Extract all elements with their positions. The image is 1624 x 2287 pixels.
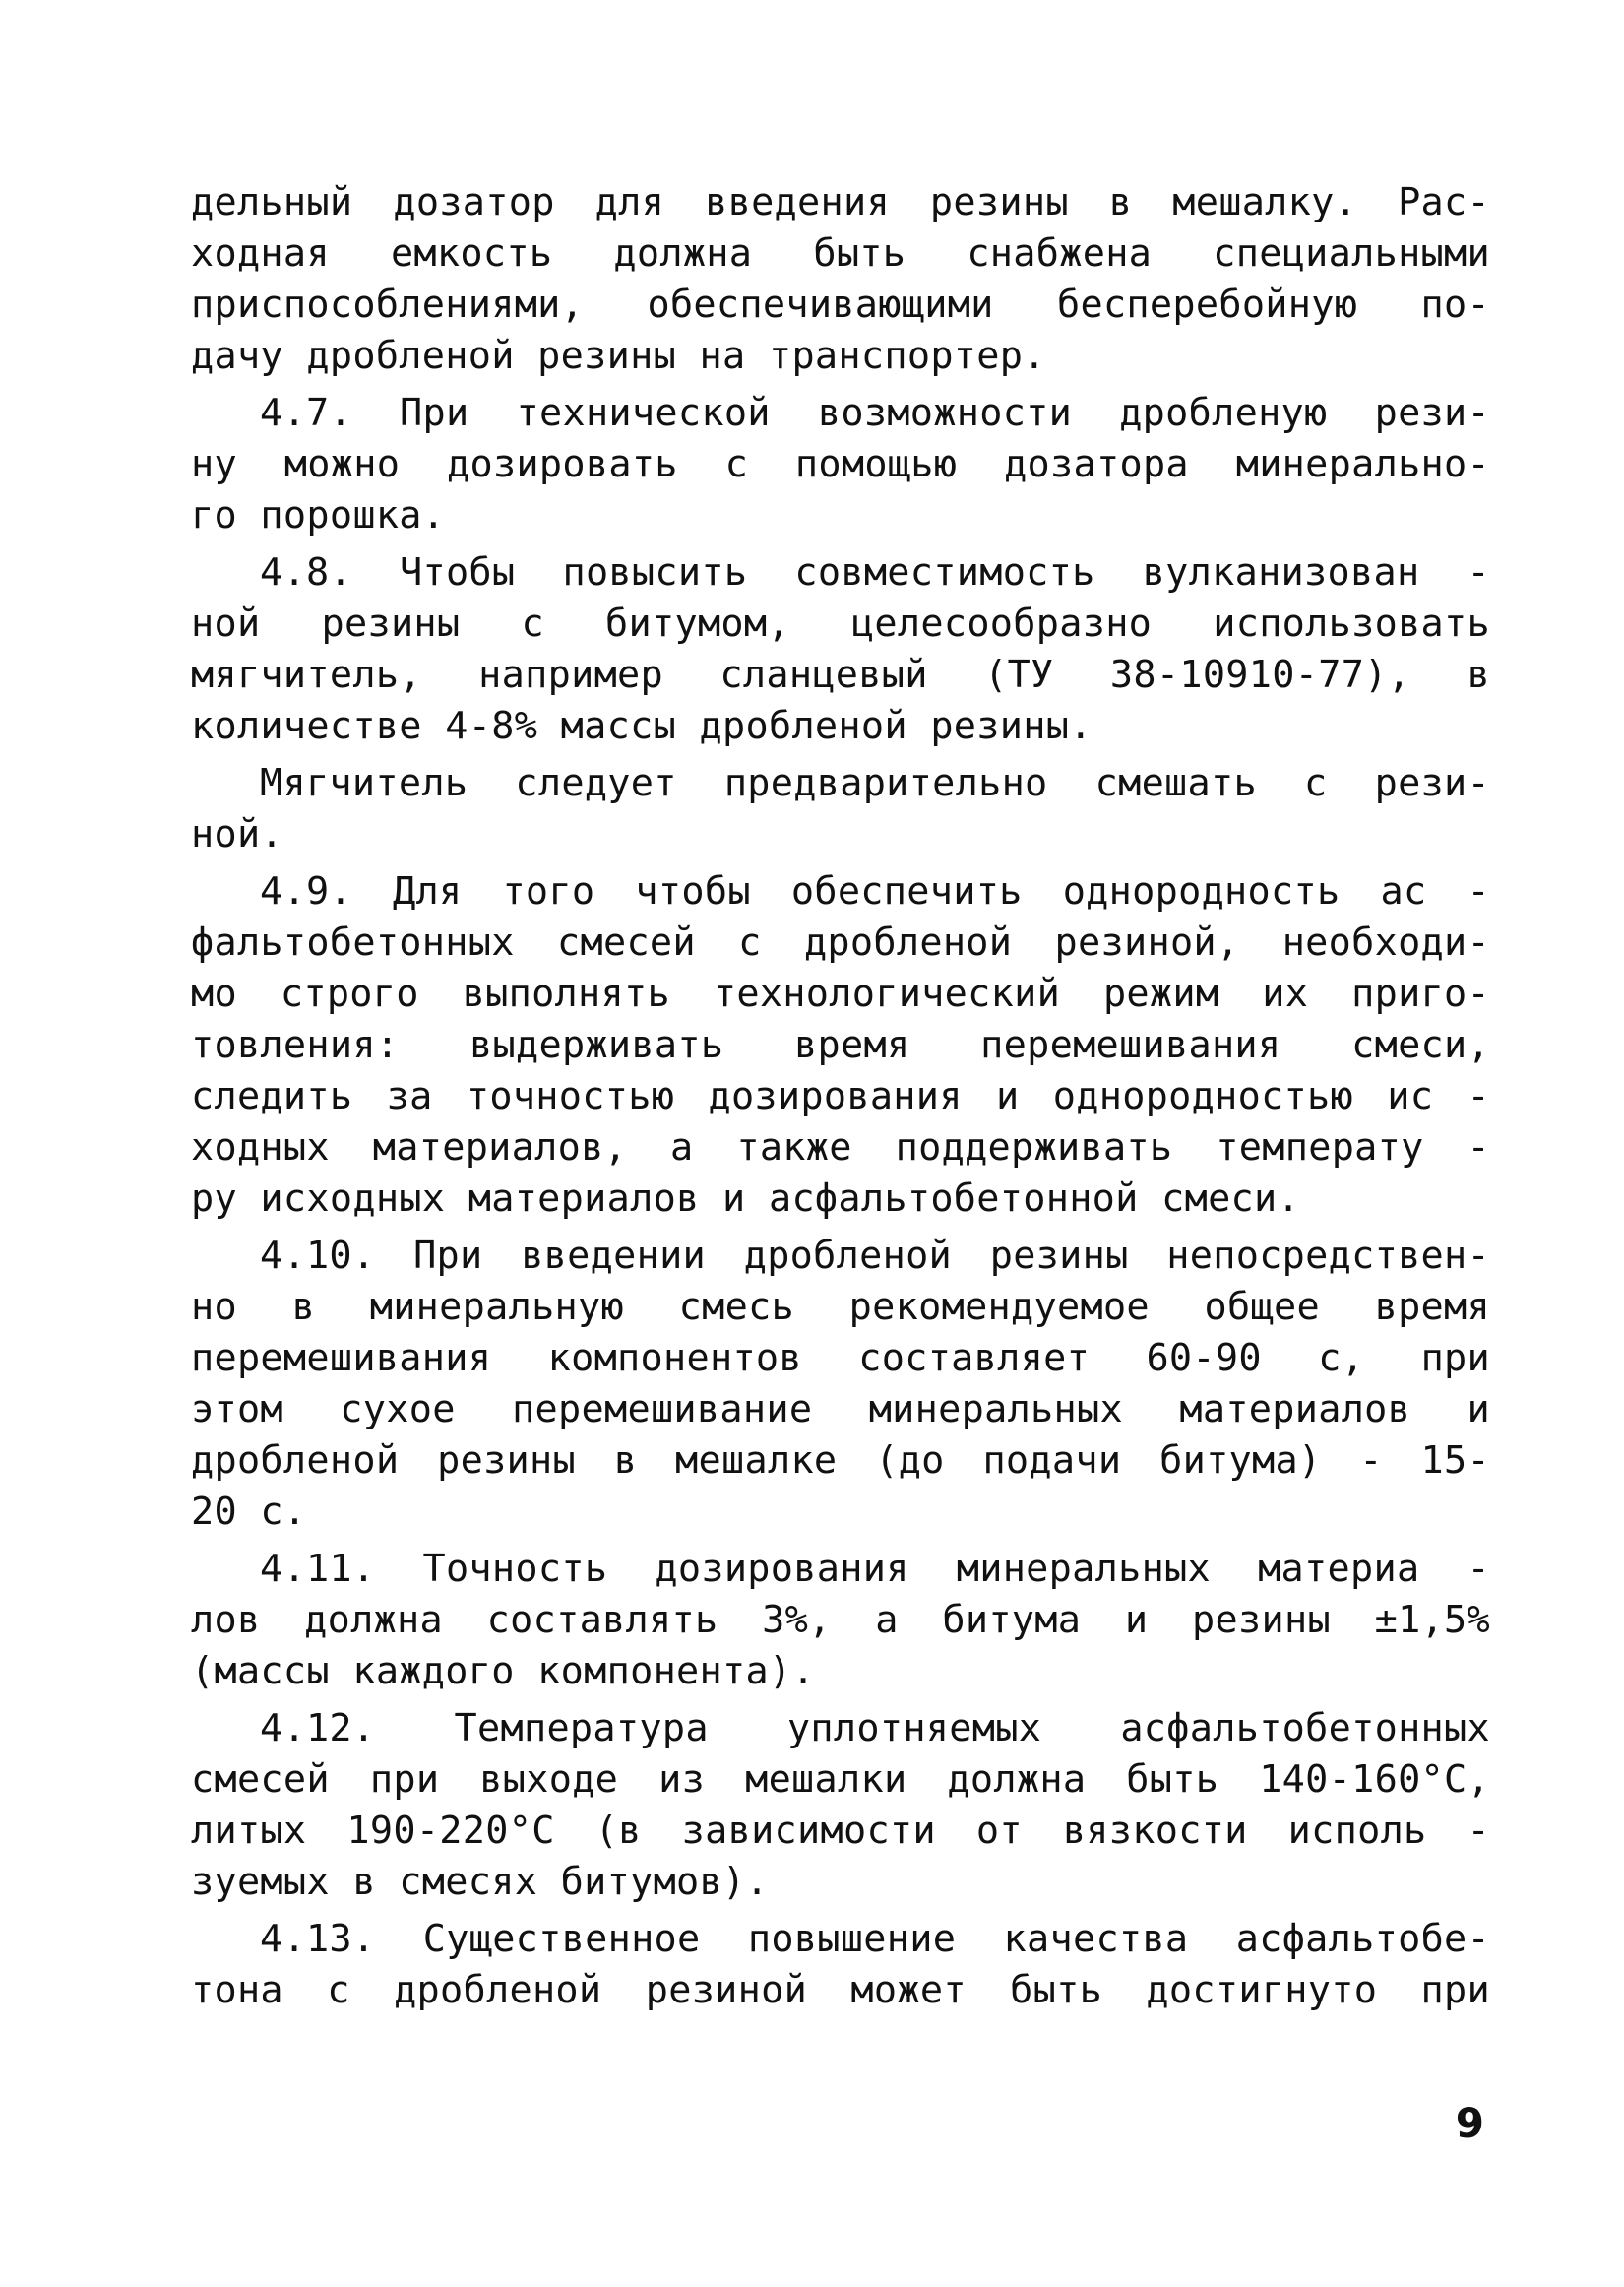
text-line: (массы каждого компонента). (191, 1649, 815, 1693)
text-line: следить за точностью дозирования и однородностью ис - (191, 1074, 1490, 1118)
text-line: приспособлениями, обеспечивающими бесперебойную по- (191, 283, 1490, 327)
paragraph-4-11 (191, 1544, 1490, 1697)
text-line: но в минеральную смесь рекомендуемое общее время (191, 1285, 1490, 1329)
text-line: 4.7. При технической возможности дробленую рези- (260, 391, 1490, 435)
text-line: 4.10. При введении дробленой резины непосредствен- (260, 1234, 1490, 1278)
paragraph-4-7 (191, 388, 1490, 541)
text-line: го порошка. (191, 493, 446, 538)
text-line: ру исходных материалов и асфальтобетонной смеси. (191, 1176, 1300, 1221)
text-line: 4.13. Существенное повышение качества асфальтобе- (260, 1917, 1490, 1961)
text-line: мо строго выполнять технологический режим их приго- (191, 972, 1490, 1016)
text-line: 4.11. Точность дозирования минеральных материа - (260, 1547, 1490, 1591)
text-line: ходная емкость должна быть снабжена специальными (191, 231, 1490, 276)
text-line: товления: выдерживать время перемешивания смеси, (191, 1023, 1490, 1067)
text-line: дробленой резины в мешалке (до подачи битума) - 15- (191, 1438, 1490, 1483)
text-line: ной. (191, 812, 283, 857)
text-line: 4.9. Для того чтобы обеспечить однородность ас - (260, 869, 1490, 914)
text-line: лов должна составлять 3%, а битума и резины ±1,5% (191, 1598, 1490, 1642)
text-line: Мягчитель следует предварительно смешать с рези- (260, 761, 1490, 805)
text-line: количестве 4-8% массы дробленой резины. (191, 704, 1093, 748)
text-line: мягчитель, например сланцевый (ТУ 38-10910-77), в (191, 653, 1490, 697)
text-line: тона с дробленой резиной может быть достигнуто при (191, 1968, 1490, 2012)
text-line: этом сухое перемешивание минеральных материалов и (191, 1387, 1490, 1431)
text-line: 4.12. Температура уплотняемых асфальтобетонных (260, 1706, 1490, 1750)
text-line: фальтобетонных смесей с дробленой резиной, необходи- (191, 921, 1490, 965)
text-line: смесей при выходе из мешалки должна быть 140-160°С, (191, 1757, 1490, 1802)
text-line: 4.8. Чтобы повысить совместимость вулканизован - (260, 550, 1490, 595)
paragraph-4-12 (191, 1703, 1490, 1908)
text-line: дачу дробленой резины на транспортер. (191, 334, 1046, 378)
paragraph-4-9 (191, 866, 1490, 1225)
text-line: ну можно дозировать с помощью дозатора минерально- (191, 442, 1490, 486)
text-line: перемешивания компонентов составляет 60-90 с, при (191, 1336, 1490, 1380)
text-line: литых 190-220°С (в зависимости от вязкости исполь - (191, 1809, 1490, 1853)
text-line: ной резины с битумом, целесообразно использовать (191, 602, 1490, 646)
text-line: зуемых в смесях битумов). (191, 1860, 769, 1904)
paragraph-softener (191, 758, 1490, 860)
page-number: 9 (1455, 2099, 1484, 2147)
paragraph-4-8 (191, 547, 1490, 752)
paragraph-continuation (191, 177, 1490, 382)
text-line: 20 с. (191, 1490, 307, 1534)
paragraph-4-13 (191, 1914, 1490, 2016)
text-line: дельный дозатор для введения резины в мешалку. Рас- (191, 180, 1490, 224)
paragraph-4-10 (191, 1231, 1490, 1538)
text-line: ходных материалов, а также поддерживать температу - (191, 1125, 1490, 1170)
body-text (191, 177, 1490, 2016)
